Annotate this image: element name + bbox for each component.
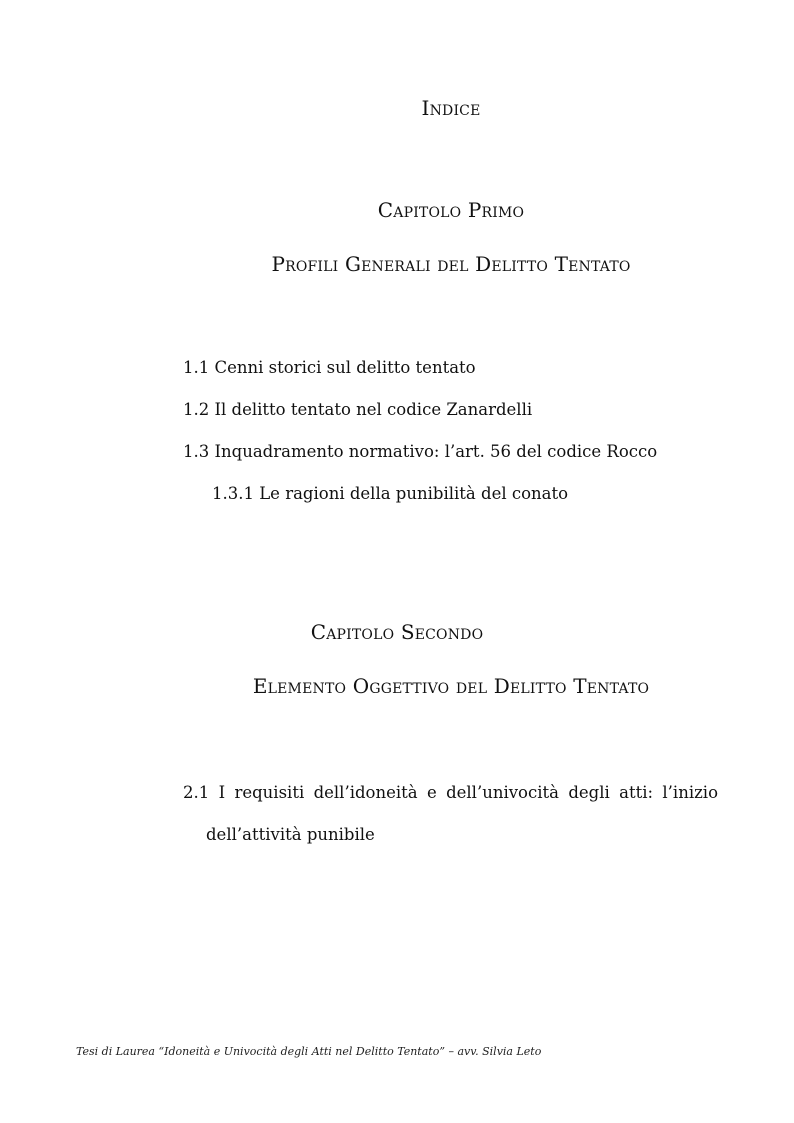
toc-entry-1-2: 1.2 Il delitto tentato nel codice Zanardelli	[183, 400, 533, 419]
page-footer: Tesi di Laurea “Idoneità e Univocità degli Atti nel Delitto Tentato” – avv. Silvia Leto	[76, 1045, 542, 1058]
toc-entry-2-1-line1: 2.1 I requisiti dell’idoneità e dell’univocità degli atti: l’inizio	[183, 783, 718, 802]
chapter-2-heading: Capitolo Secondo	[310, 620, 484, 644]
chapter-1-heading: Capitolo Primo	[377, 198, 525, 222]
chapter-1-title: Profili Generali del Delitto Tentato	[271, 252, 631, 276]
toc-entry-1-3-1: 1.3.1 Le ragioni della punibilità del conato	[212, 484, 569, 503]
toc-entry-2-1-line2: dell’attività punibile	[206, 825, 375, 844]
toc-entry-1-3: 1.3 Inquadramento normativo: l’art. 56 del codice Rocco	[183, 442, 658, 461]
toc-entry-1-1: 1.1 Cenni storici sul delitto tentato	[183, 358, 476, 377]
toc-entry-2-1	[183, 772, 718, 856]
index-title: Indice	[421, 96, 481, 120]
chapter-2-title: Elemento Oggettivo del Delitto Tentato	[252, 674, 650, 698]
